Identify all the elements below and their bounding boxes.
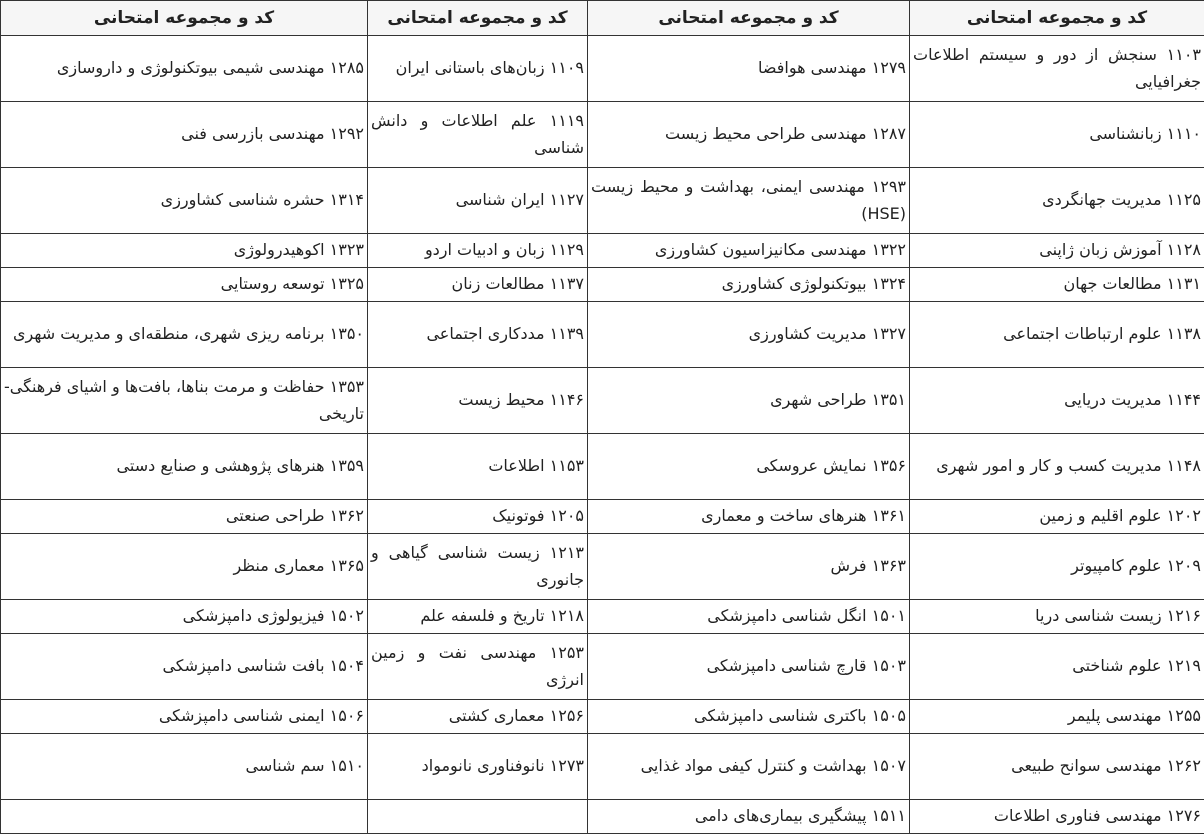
table-cell: ۱۳۱۴ حشره شناسی کشاورزی bbox=[1, 168, 368, 234]
table-cell: ۱۱۲۹ زبان و ادبیات اردو bbox=[368, 234, 588, 268]
table-cell: ۱۱۴۶ محیط زیست bbox=[368, 368, 588, 434]
table-cell: ۱۲۱۸ تاریخ و فلسفه علم bbox=[368, 600, 588, 634]
table-cell: ۱۱۲۵ مدیریت جهانگردی bbox=[910, 168, 1204, 234]
table-cell: ۱۵۰۲ فیزیولوژی دامپزشکی bbox=[1, 600, 368, 634]
table-cell: ۱۱۲۷ ایران شناسی bbox=[368, 168, 588, 234]
table-cell: ۱۳۵۹ هنرهای پژوهشی و صنایع دستی bbox=[1, 434, 368, 500]
table-cell: ۱۱۰۳ سنجش از دور و سیستم اطلاعات جغرافیایی bbox=[910, 36, 1204, 102]
table-row bbox=[1, 102, 1204, 168]
table-cell: ۱۳۲۲ مهندسی مکانیزاسیون کشاورزی bbox=[588, 234, 910, 268]
table-cell: ۱۲۰۵ فوتونیک bbox=[368, 500, 588, 534]
table-cell: ۱۲۷۶ مهندسی فناوری اطلاعات bbox=[910, 800, 1204, 834]
column-header: کد و مجموعه امتحانی bbox=[368, 1, 588, 36]
header-row bbox=[1, 1, 1204, 36]
table-cell: ۱۳۵۳ حفاظت و مرمت بناها، بافت‌ها و اشیای فرهنگی- تاریخی bbox=[1, 368, 368, 434]
table-cell: ۱۲۶۲ مهندسی سوانح طبیعی bbox=[910, 734, 1204, 800]
table-cell: ۱۵۰۵ باکتری شناسی دامپزشکی bbox=[588, 700, 910, 734]
table-row bbox=[1, 36, 1204, 102]
table-cell: ۱۱۴۴ مدیریت دریایی bbox=[910, 368, 1204, 434]
table-row bbox=[1, 800, 1204, 834]
table-row bbox=[1, 700, 1204, 734]
table-cell: ۱۲۱۹ علوم شناختی bbox=[910, 634, 1204, 700]
table-cell: ۱۲۷۳ نانوفناوری نانومواد bbox=[368, 734, 588, 800]
table-row bbox=[1, 600, 1204, 634]
table-cell: ۱۵۰۳ قارچ شناسی دامپزشکی bbox=[588, 634, 910, 700]
table-cell: ۱۳۶۱ هنرهای ساخت و معماری bbox=[588, 500, 910, 534]
table-row bbox=[1, 734, 1204, 800]
table-cell: ۱۳۵۱ طراحی شهری bbox=[588, 368, 910, 434]
table-row bbox=[1, 168, 1204, 234]
table-cell: ۱۲۸۷ مهندسی طراحی محیط زیست bbox=[588, 102, 910, 168]
table-cell: ۱۳۲۵ توسعه روستایی bbox=[1, 268, 368, 302]
table-cell: ۱۵۰۷ بهداشت و کنترل کیفی مواد غذایی bbox=[588, 734, 910, 800]
table-row bbox=[1, 302, 1204, 368]
table-cell: ۱۲۷۹ مهندسی هوافضا bbox=[588, 36, 910, 102]
table-cell: ۱۳۵۶ نمایش عروسکی bbox=[588, 434, 910, 500]
table-row bbox=[1, 234, 1204, 268]
table-cell: ۱۲۵۶ معماری کشتی bbox=[368, 700, 588, 734]
table-cell: ۱۵۱۱ پیشگیری بیماری‌های دامی bbox=[588, 800, 910, 834]
table-cell: ۱۱۱۰ زبانشناسی bbox=[910, 102, 1204, 168]
table-cell: ۱۱۴۸ مدیریت کسب و کار و امور شهری bbox=[910, 434, 1204, 500]
table-cell: ۱۱۱۹ علم اطلاعات و دانش شناسی bbox=[368, 102, 588, 168]
table-cell: ۱۲۵۵ مهندسی پلیمر bbox=[910, 700, 1204, 734]
table-cell: ۱۳۶۵ معماری منظر bbox=[1, 534, 368, 600]
table-cell: ۱۲۹۲ مهندسی بازرسی فنی bbox=[1, 102, 368, 168]
table-row bbox=[1, 500, 1204, 534]
table-cell: ۱۲۸۵ مهندسی شیمی بیوتکنولوژی و داروسازی bbox=[1, 36, 368, 102]
table-row bbox=[1, 534, 1204, 600]
column-header: کد و مجموعه امتحانی bbox=[1, 1, 368, 36]
table-cell: ۱۱۳۸ علوم ارتباطات اجتماعی bbox=[910, 302, 1204, 368]
table-cell: ۱۲۰۲ علوم اقلیم و زمین bbox=[910, 500, 1204, 534]
table-cell: ۱۳۶۲ طراحی صنعتی bbox=[1, 500, 368, 534]
table-row bbox=[1, 634, 1204, 700]
table-cell: ۱۲۰۹ علوم کامپیوتر bbox=[910, 534, 1204, 600]
table-cell: ۱۱۵۳ اطلاعات bbox=[368, 434, 588, 500]
table-cell: ۱۱۳۹ مددکاری اجتماعی bbox=[368, 302, 588, 368]
table-cell: ۱۳۲۳ اکوهیدرولوژی bbox=[1, 234, 368, 268]
table-cell: ۱۲۱۳ زیست شناسی گیاهی و جانوری bbox=[368, 534, 588, 600]
column-header: کد و مجموعه امتحانی bbox=[588, 1, 910, 36]
table-cell: ۱۱۳۷ مطالعات زنان bbox=[368, 268, 588, 302]
table-cell: ۱۵۱۰ سم شناسی bbox=[1, 734, 368, 800]
table-cell: ۱۵۰۴ بافت شناسی دامپزشکی bbox=[1, 634, 368, 700]
table-cell: ۱۳۲۴ بیوتکنولوژی کشاورزی bbox=[588, 268, 910, 302]
table-cell: ۱۲۹۳ مهندسی ایمنی، بهداشت و محیط زیست (HSE) bbox=[588, 168, 910, 234]
table-cell: ۱۳۵۰ برنامه ریزی شهری، منطقه‌ای و مدیریت شهری bbox=[1, 302, 368, 368]
table-cell: ۱۲۵۳ مهندسی نفت و زمین انرژی bbox=[368, 634, 588, 700]
table-cell: ۱۱۰۹ زبان‌های باستانی ایران bbox=[368, 36, 588, 102]
table-cell: ۱۵۰۱ انگل شناسی دامپزشکی bbox=[588, 600, 910, 634]
table-cell: ۱۵۰۶ ایمنی شناسی دامپزشکی bbox=[1, 700, 368, 734]
table-row bbox=[1, 368, 1204, 434]
table-cell: ۱۲۱۶ زیست شناسی دریا bbox=[910, 600, 1204, 634]
table-row bbox=[1, 434, 1204, 500]
table-cell: ۱۳۶۳ فرش bbox=[588, 534, 910, 600]
empty-cell bbox=[368, 800, 588, 834]
table-cell: ۱۳۲۷ مدیریت کشاورزی bbox=[588, 302, 910, 368]
column-header: کد و مجموعه امتحانی bbox=[910, 1, 1204, 36]
table-cell: ۱۱۲۸ آموزش زبان ژاپنی bbox=[910, 234, 1204, 268]
empty-cell bbox=[1, 800, 368, 834]
table-cell: ۱۱۳۱ مطالعات جهان bbox=[910, 268, 1204, 302]
table-row bbox=[1, 268, 1204, 302]
